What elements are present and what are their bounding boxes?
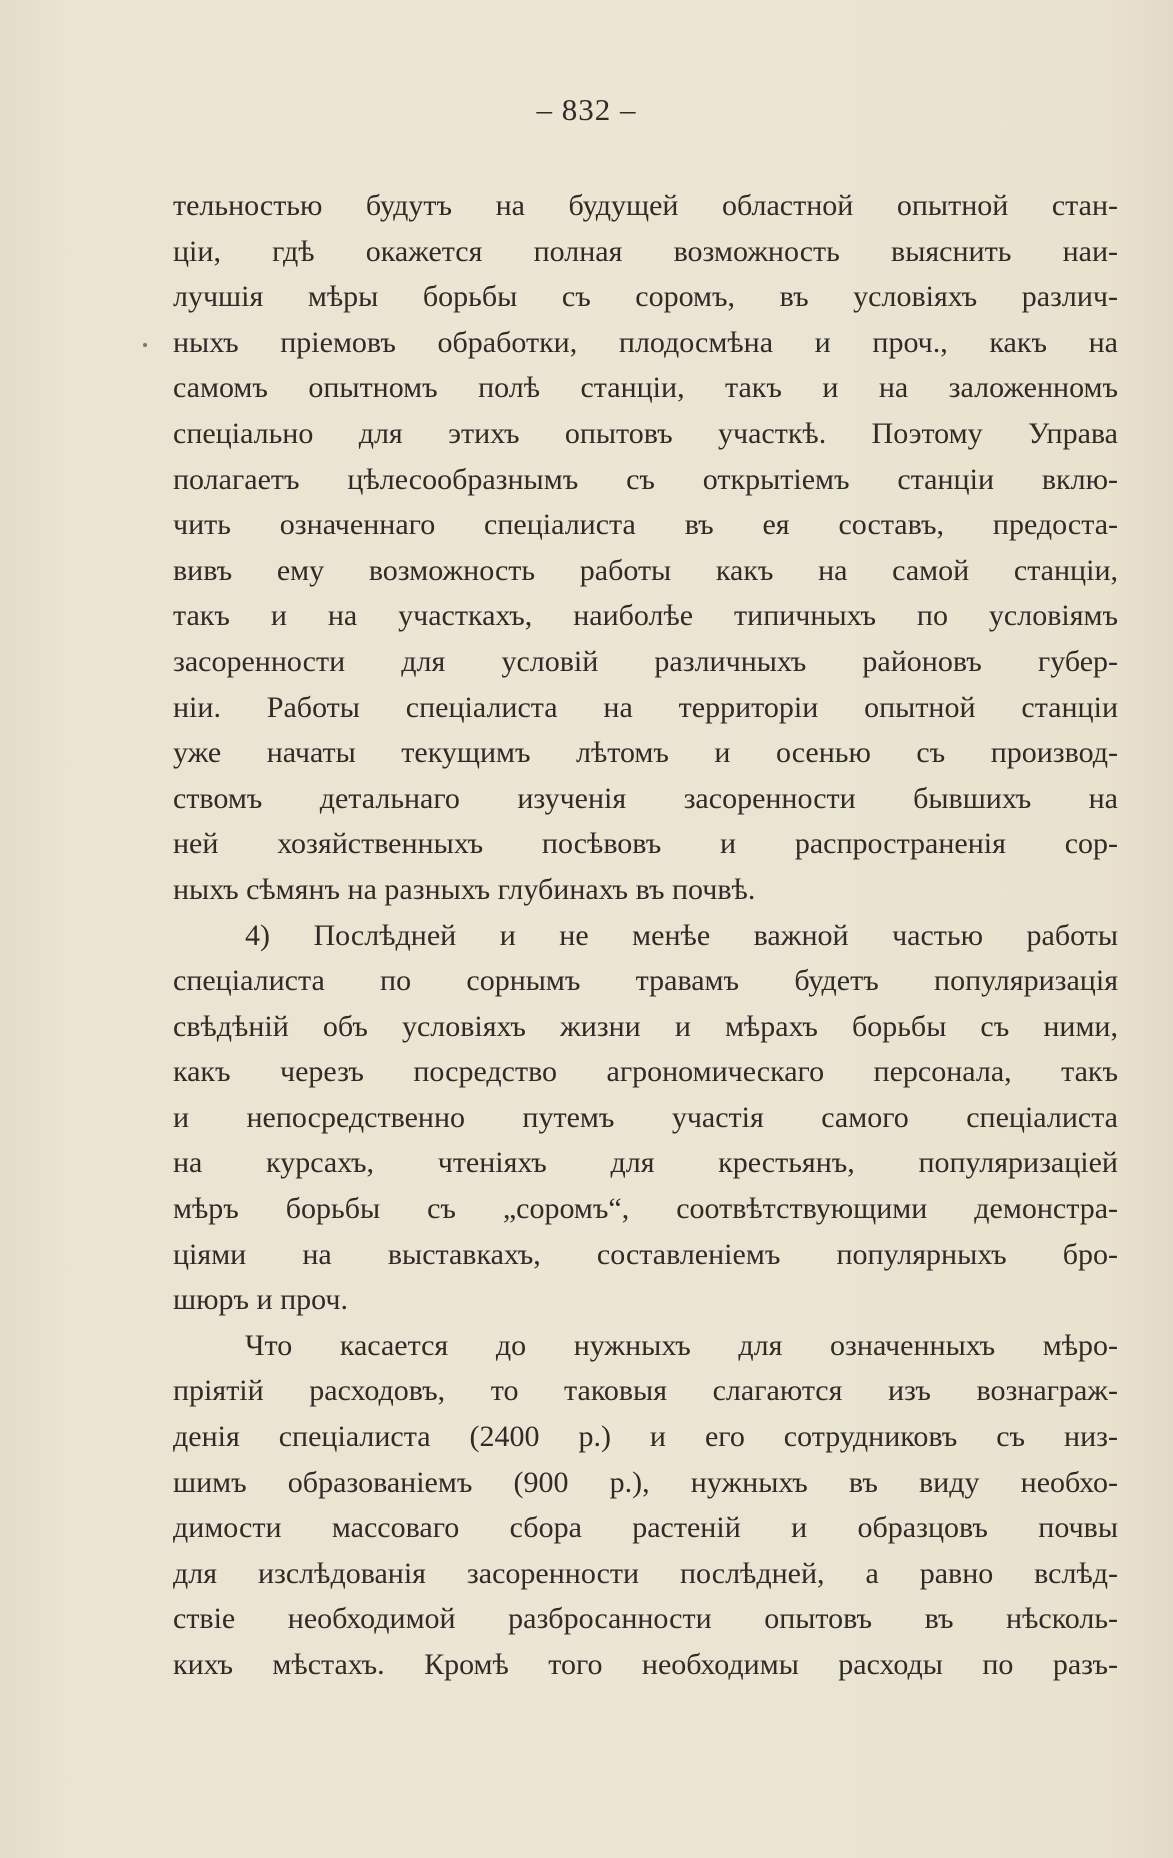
text-line: Что касается до нужныхъ для означенныхъ мѣро- [245, 1328, 1118, 1362]
text-line: ціи, гдѣ окажется полная возможность выяснить наи- [173, 234, 1118, 268]
text-line: пріятій расходовъ, то таковыя слагаются изъ вознаграж- [173, 1374, 1118, 1408]
body-text [173, 183, 1118, 1688]
text-line: ныхъ пріемовъ обработки, плодосмѣна и проч., какъ на [173, 325, 1118, 359]
text-line: ствомъ детальнаго изученія засоренности бывшихъ на [173, 781, 1118, 815]
text-line: полагаетъ цѣлесообразнымъ съ открытіемъ станціи вклю- [173, 462, 1118, 496]
text-line: шюръ и проч. [173, 1283, 348, 1317]
text-line: 4) Послѣдней и не менѣе важной частью работы [245, 918, 1118, 952]
text-line: лучшія мѣры борьбы съ соромъ, въ условіяхъ различ- [173, 280, 1118, 314]
text-line: ней хозяйственныхъ посѣвовъ и распространенія сор- [173, 827, 1118, 861]
text-line: свѣдѣній объ условіяхъ жизни и мѣрахъ борьбы съ ними, [173, 1009, 1118, 1043]
text-line: и непосредственно путемъ участія самого спеціалиста [173, 1100, 1118, 1134]
text-line: кихъ мѣстахъ. Кромѣ того необходимы расходы по разъ- [173, 1648, 1118, 1681]
margin-dot [143, 343, 147, 347]
text-line: ствіе необходимой разбросанности опытовъ въ нѣсколь- [173, 1602, 1118, 1636]
text-line: ныхъ сѣмянъ на разныхъ глубинахъ въ почвѣ. [173, 872, 756, 906]
text-line: какъ черезъ посредство агрономическаго персонала, такъ [173, 1055, 1118, 1089]
text-line: на курсахъ, чтеніяхъ для крестьянъ, популяризаціей [173, 1146, 1118, 1180]
text-line: спеціально для этихъ опытовъ участкѣ. Поэтому Управа [173, 416, 1118, 450]
text-line: денія спеціалиста (2400 р.) и его сотрудниковъ съ низ- [173, 1420, 1118, 1454]
text-line: ціями на выставкахъ, составленіемъ популярныхъ бро- [173, 1237, 1118, 1271]
text-line: димости массоваго сбора растеній и образцовъ почвы [173, 1511, 1118, 1545]
text-line: мѣръ борьбы съ „соромъ“, соотвѣтствующими демонстра- [173, 1192, 1118, 1226]
text-line: самомъ опытномъ полѣ станціи, такъ и на заложенномъ [173, 371, 1118, 405]
text-line: тельностью будутъ на будущей областной опытной стан- [173, 189, 1118, 222]
text-line: засоренности для условій различныхъ районовъ губер- [173, 644, 1118, 678]
text-line: ніи. Работы спеціалиста на территоріи опытной станціи [173, 690, 1118, 724]
text-line: чить означеннаго спеціалиста въ ея составъ, предоста- [173, 508, 1118, 542]
text-line: для изслѣдованія засоренности послѣдней, а равно вслѣд- [173, 1556, 1118, 1590]
text-line: уже начаты текущимъ лѣтомъ и осенью съ производ- [173, 736, 1118, 770]
page-number: – 832 – [536, 92, 637, 127]
text-line: такъ и на участкахъ, наиболѣе типичныхъ по условіямъ [173, 599, 1118, 633]
text-line: шимъ образованіемъ (900 р.), нужныхъ въ виду необхо- [173, 1465, 1118, 1499]
text-line: спеціалиста по сорнымъ травамъ будетъ популяризація [173, 964, 1118, 998]
text-line: вивъ ему возможность работы какъ на самой станціи, [173, 553, 1118, 587]
